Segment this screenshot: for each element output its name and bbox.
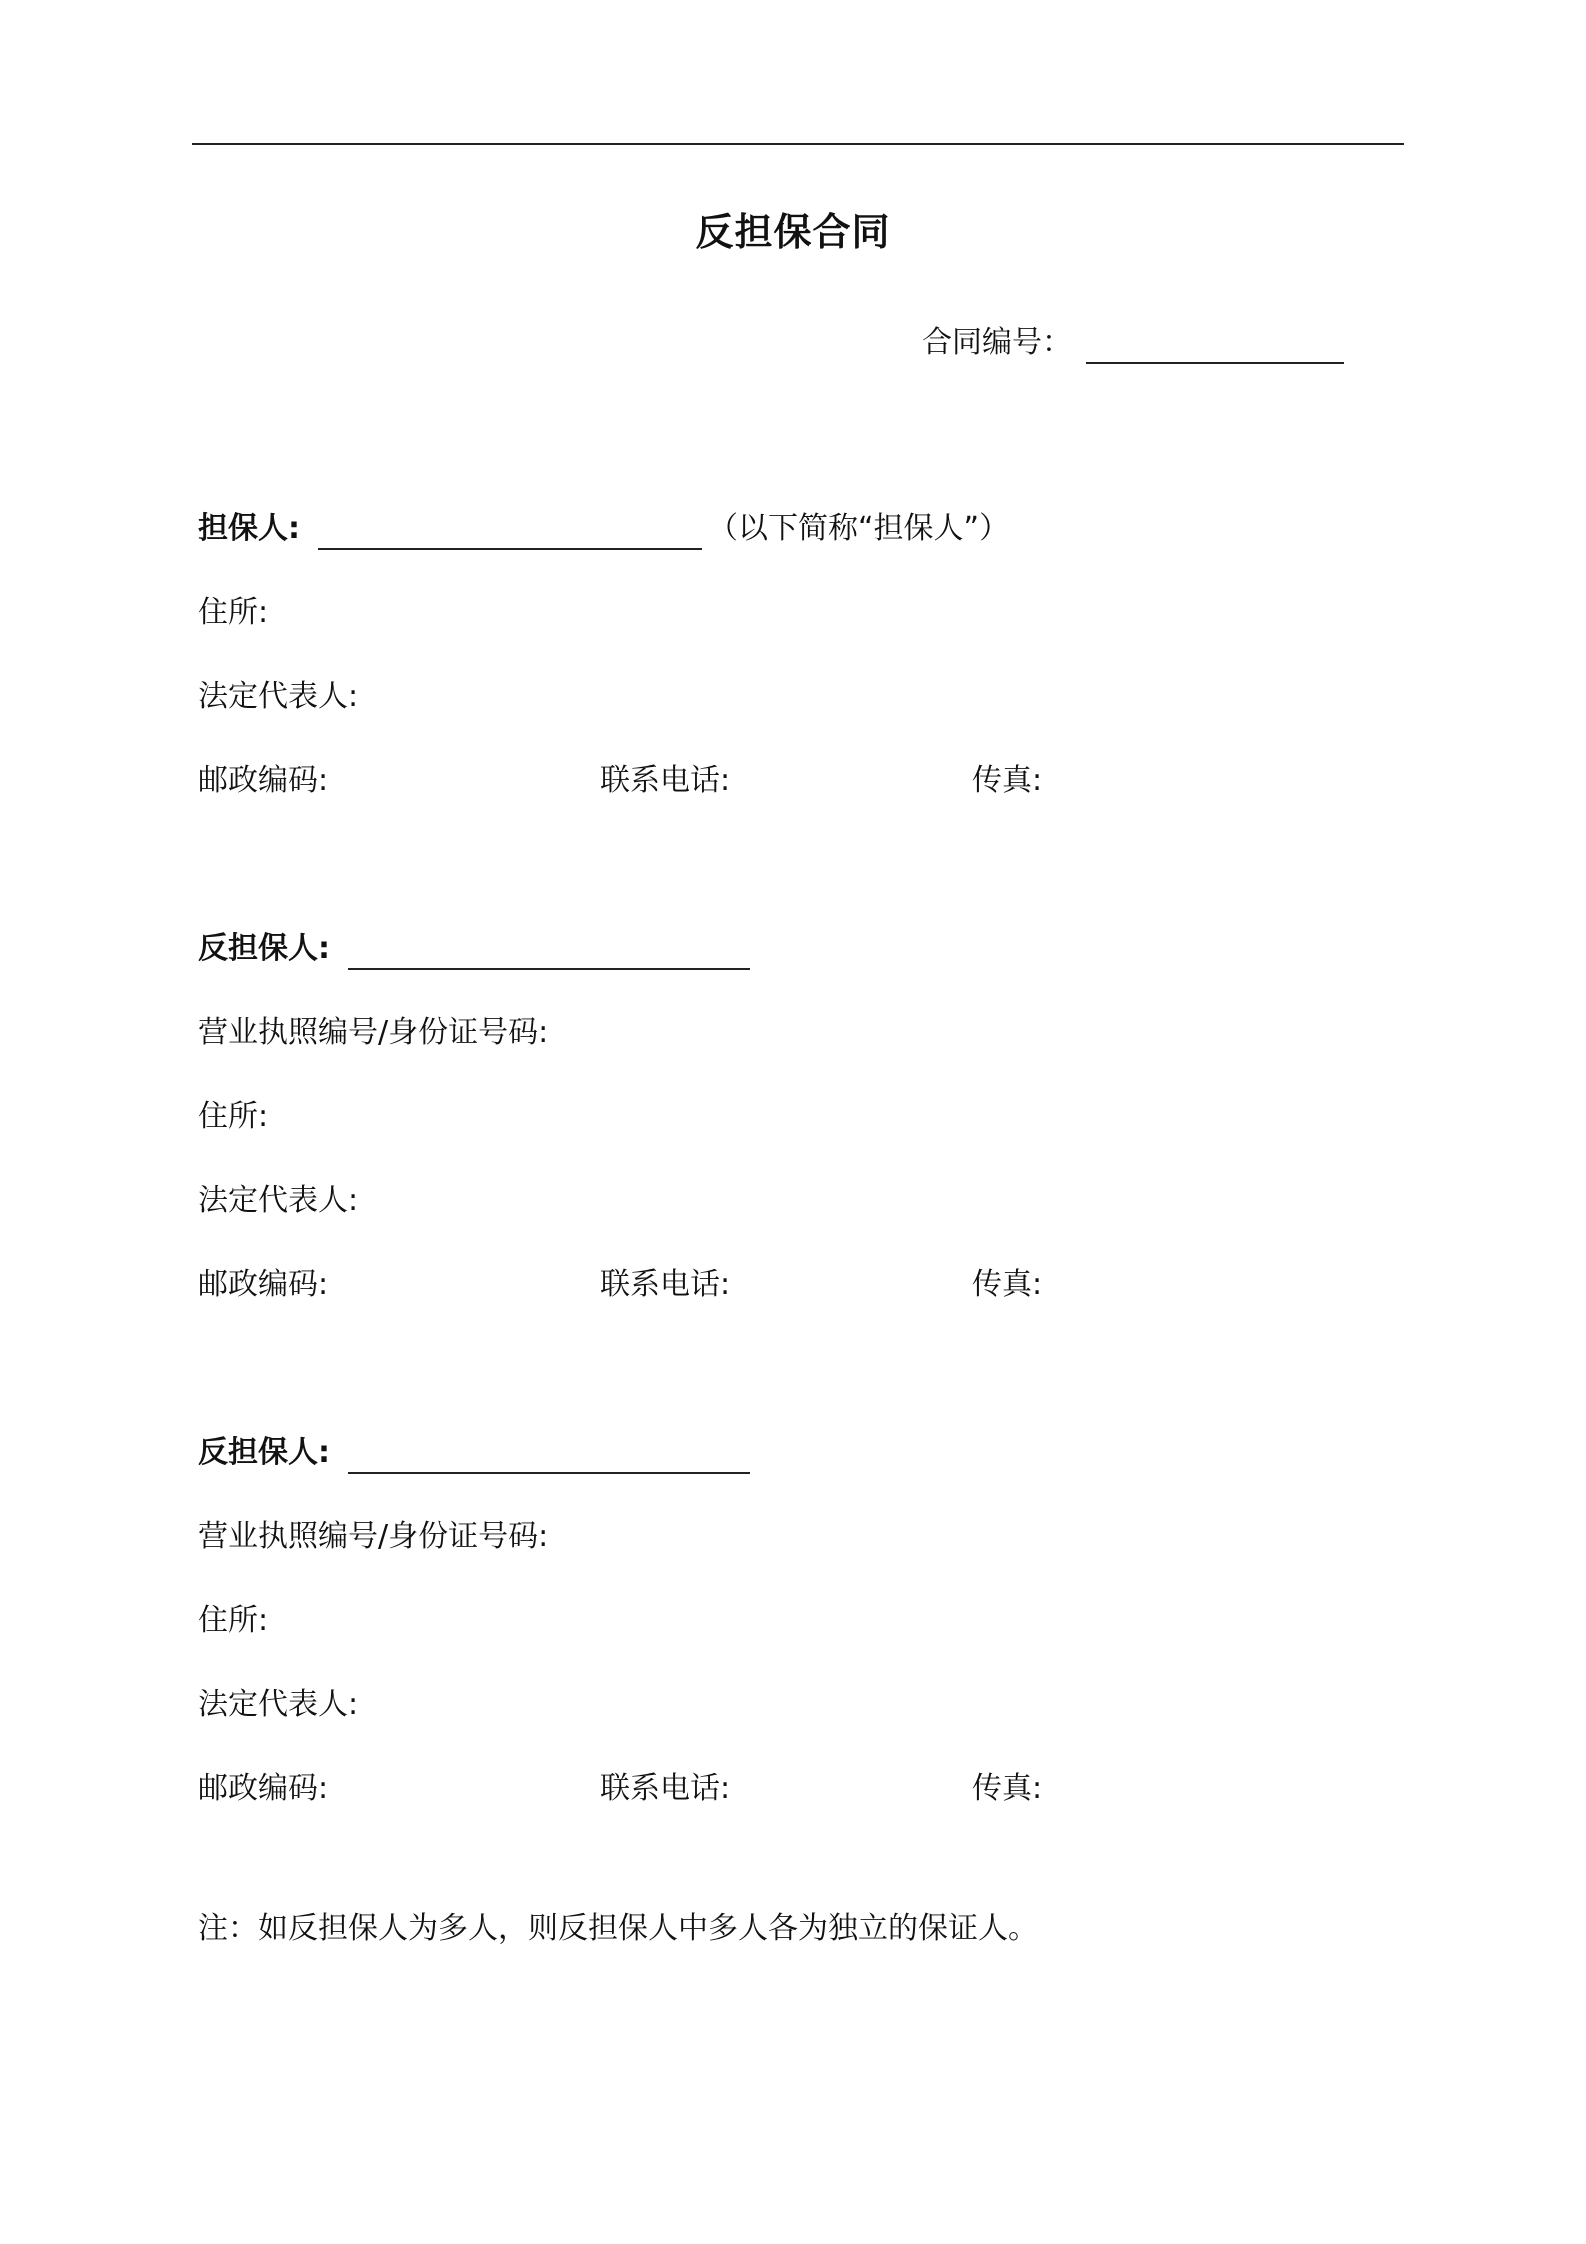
guarantor-phone-label: 联系电话: — [600, 763, 731, 798]
counter-guarantor-1-label: 反担保人: — [198, 931, 330, 966]
counter-guarantor-1-address-label: 住所: — [198, 1099, 269, 1134]
counter-guarantor-1-row — [198, 928, 750, 970]
counter-guarantor-2-address-label: 住所: — [198, 1603, 269, 1638]
guarantor-row — [198, 508, 1009, 550]
multi-guarantor-note: 注：如反担保人为多人，则反担保人中多人各为独立的保证人。 — [198, 1911, 1038, 1946]
header-rule — [192, 143, 1404, 145]
counter-guarantor-2-legal-rep-label: 法定代表人: — [198, 1687, 359, 1722]
counter-guarantor-2-license-label: 营业执照编号/身份证号码: — [198, 1519, 549, 1554]
counter-guarantor-1-legal-rep-label: 法定代表人: — [198, 1183, 359, 1218]
counter-guarantor-2-phone-label: 联系电话: — [600, 1771, 731, 1806]
guarantor-alias: （以下简称“担保人”） — [708, 511, 1010, 546]
guarantor-name-blank[interactable] — [318, 510, 702, 550]
counter-guarantor-1-phone-label: 联系电话: — [600, 1267, 731, 1302]
counter-guarantor-2-name-blank[interactable] — [348, 1434, 750, 1474]
counter-guarantor-2-postcode-label: 邮政编码: — [198, 1771, 329, 1806]
counter-guarantor-2-row — [198, 1432, 750, 1474]
guarantor-fax-label: 传真: — [972, 763, 1043, 798]
contract-number-label: 合同编号： — [922, 325, 1072, 360]
guarantor-label: 担保人: — [198, 511, 300, 546]
counter-guarantor-1-license-label: 营业执照编号/身份证号码: — [198, 1015, 549, 1050]
guarantor-address-label: 住所: — [198, 595, 269, 630]
contract-number-blank[interactable] — [1086, 324, 1344, 364]
counter-guarantor-2-label: 反担保人: — [198, 1435, 330, 1470]
counter-guarantor-2-fax-label: 传真: — [972, 1771, 1043, 1806]
contract-number-row — [922, 322, 1344, 364]
counter-guarantor-1-fax-label: 传真: — [972, 1267, 1043, 1302]
guarantor-legal-rep-label: 法定代表人: — [198, 679, 359, 714]
document-title: 反担保合同 — [695, 210, 891, 254]
guarantor-postcode-label: 邮政编码: — [198, 763, 329, 798]
counter-guarantor-1-name-blank[interactable] — [348, 930, 750, 970]
counter-guarantor-1-postcode-label: 邮政编码: — [198, 1267, 329, 1302]
